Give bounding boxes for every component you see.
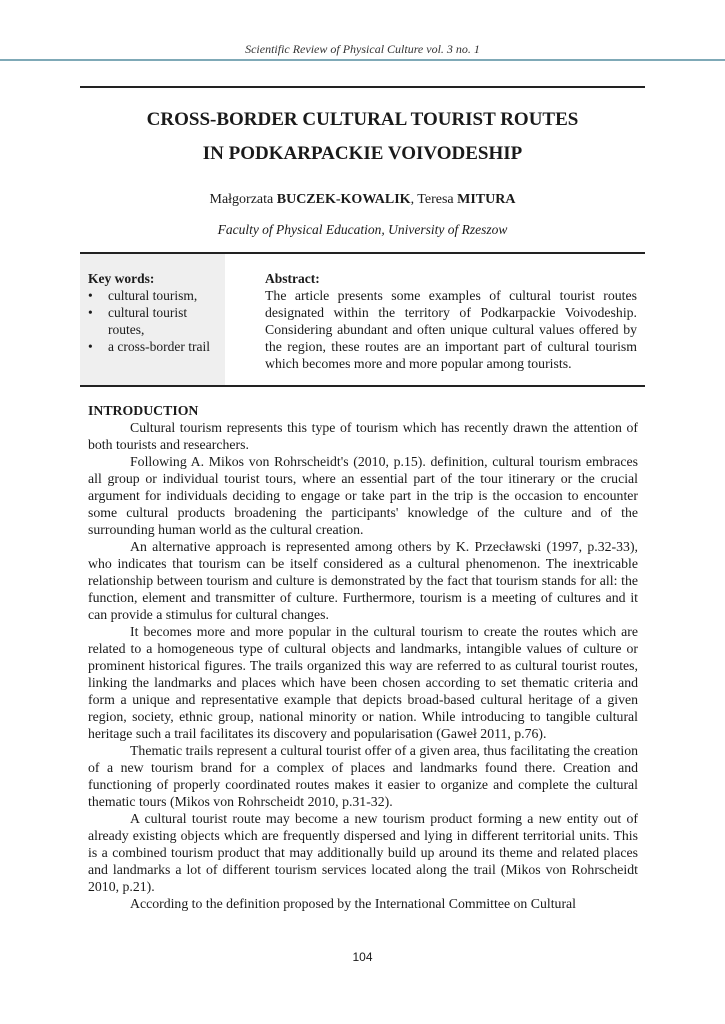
abstract-text: The article presents some examples of cultural tourist routes designated within the territory of Podkarpackie Voivodeship. Considering abundant and often unique cultural values offered by the region, these routes are an important part of cultural tourism which becomes more and more popular among tourists.: [265, 288, 637, 371]
title-line-1: CROSS-BORDER CULTURAL TOURIST ROUTES: [146, 109, 579, 130]
abstract-box-bottom-rule: [80, 385, 645, 387]
keyword-item: • a cross-border trail: [88, 338, 220, 355]
keyword-item: • cultural tourism,: [88, 287, 220, 304]
body-paragraph: Following A. Mikos von Rohrscheidt's (2010, p.15). definition, cultural tourism embraces all group or individual tourist tours, where an essential part of the tour itinerary or the crucial argument for individuals deciding to engage or take part in the trip is the occasion to encounter some cultural products broadening the participants' knowledge of the culture and of the surrounding human world as the cultural creation.: [88, 454, 638, 537]
keywords-title: Key words:: [88, 271, 155, 286]
keywords-list: [88, 287, 220, 355]
title-top-rule: [80, 86, 645, 88]
author1-first-name: Małgorzata: [209, 192, 277, 207]
body-paragraph: A cultural tourist route may become a new tourism product forming a new entity out of already existing objects which are frequently dispersed and lying in different territorial units. This is a combined tourism product that may additionally build up around its theme and related places and landmarks a lot of different tourism services located along the trail (Mikos von Rohrscheidt 2010, p.21).: [88, 811, 638, 894]
page-number: 104: [352, 950, 373, 964]
keyword-item: • cultural tourist routes,: [88, 304, 220, 338]
body-paragraph: According to the definition proposed by the International Committee on Cultural: [130, 896, 577, 911]
body-paragraph: It becomes more and more popular in the cultural tourism to create the routes which are related to a homogeneous type of cultural objects and landmarks, intangible values of culture or prominent historical figures. The trails organized this way are referred to as cultural tourist routes, linking the landmarks and places which have been chosen according to set thematic criteria and form a unique and representative example that depicts broad-based cultural heritage of a given region, society, ethnic group, national minority or nation. While introducing to tangible cultural heritage such a trail facilitates its discovery and popularisation (Gaweł 2011, p.76).: [88, 624, 638, 741]
journal-running-header: Scientific Review of Physical Culture vol. 3 no. 1: [245, 42, 480, 56]
author2-last-name: MITURA: [457, 192, 516, 207]
affiliation: Faculty of Physical Education, University of Rzeszow: [217, 222, 508, 237]
author-list: [80, 192, 645, 208]
header-divider: [0, 59, 725, 61]
author-separator: , Teresa: [410, 192, 458, 207]
introduction-body: [88, 419, 638, 912]
article-title: [80, 103, 645, 171]
author1-last-name: BUCZEK-KOWALIK: [276, 192, 411, 207]
title-line-2: IN PODKARPACKIE VOIVODESHIP: [202, 143, 523, 164]
body-paragraph: Thematic trails represent a cultural tourist offer of a given area, thus facilitating the creation of a new tourism brand for a complex of places and landmarks found there. Creation and functioning of properly coordinated routes makes it easier to organize and complete the cultural thematic tours (Mikos von Rohrscheidt 2010, p.31-32).: [88, 743, 638, 809]
body-paragraph: An alternative approach is represented among others by K. Przecławski (1997, p.32-33), who indicates that tourism can be itself considered as a cultural phenomenon. The inextricable relationship between tourism and culture is demonstrated by the fact that tourism stands for all: the function, element and transmitter of culture. Furthermore, tourism is a meeting of cultures and it can provide a stimulus for cultural changes.: [88, 539, 638, 622]
body-paragraph: Cultural tourism represents this type of tourism which has recently drawn the attention of both tourists and researchers.: [88, 420, 638, 452]
introduction-heading: INTRODUCTION: [88, 403, 199, 418]
abstract-title: Abstract:: [265, 271, 320, 286]
